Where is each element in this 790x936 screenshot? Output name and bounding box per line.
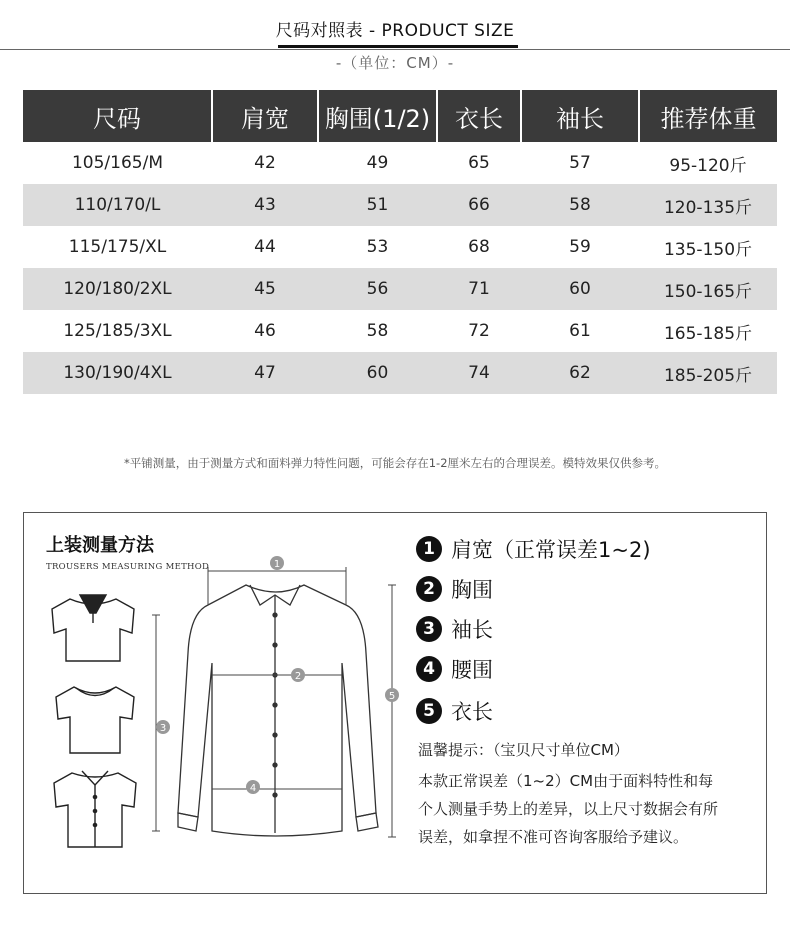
measure-marker-5 (385, 688, 399, 702)
table-cell: 47 (212, 352, 318, 394)
table-cell: 58 (521, 184, 639, 226)
svg-text:1: 1 (273, 559, 281, 570)
table-cell: 95-120斤 (669, 155, 747, 176)
table-cell: 53 (366, 237, 389, 257)
table-cell: 58 (366, 321, 389, 341)
table-cell: 150-165斤 (639, 268, 777, 310)
table-cell: 185-205斤 (639, 352, 777, 394)
table-cell: 125/185/3XL (63, 321, 172, 341)
table-cell: 135-150斤 (663, 239, 753, 260)
table-cell: 110/170/L (23, 184, 212, 226)
measure-title: 上装测量方法 (46, 535, 154, 556)
measure-marker-4 (246, 780, 260, 794)
table-cell: 120/180/2XL (23, 268, 212, 310)
table-cell: 105/165/M (71, 153, 164, 173)
measure-point-waist (416, 652, 493, 686)
table-cell: 44 (254, 237, 276, 257)
measure-subtitle: TROUSERS MEASURING METHOD (46, 562, 210, 572)
svg-text:5: 5 (388, 691, 396, 702)
table-cell: 56 (318, 268, 437, 310)
table-cell: 60 (318, 352, 437, 394)
table-cell: 130/190/4XL (23, 352, 212, 394)
table-cell: 66 (437, 184, 521, 226)
number-badge: 5 (416, 698, 442, 724)
column-header: 衣长 (437, 90, 521, 142)
svg-text:3: 3 (159, 723, 167, 734)
measure-marker-3 (156, 720, 170, 734)
table-cell: 59 (569, 237, 591, 257)
measure-point-chest (416, 572, 493, 606)
table-cell: 74 (437, 352, 521, 394)
table-cell: 60 (521, 268, 639, 310)
table-cell: 165-185斤 (663, 323, 753, 344)
column-header: 胸围(1/2) (318, 90, 437, 142)
polo-shirt-icon (52, 595, 134, 661)
measure-marker-2 (291, 668, 305, 682)
table-cell: 71 (437, 268, 521, 310)
table-cell: 49 (366, 153, 389, 173)
title-underline (278, 45, 518, 48)
table-cell: 68 (468, 237, 490, 257)
measure-point-shoulder (416, 532, 651, 566)
long-sleeve-shirt (178, 585, 378, 836)
tshirt-icon (56, 687, 134, 753)
table-cell: 45 (212, 268, 318, 310)
column-header: 推荐体重 (639, 90, 777, 142)
shirt-icon (54, 771, 136, 847)
table-row (23, 352, 777, 394)
svg-text:2: 2 (294, 671, 302, 682)
tips-body: 本款正常误差（1~2）CM由于面料特性和每个人测量手势上的差异，以上尺寸数据会有所误差，如拿捏不准可咨询客服给予建议。 (418, 772, 719, 846)
number-badge: 2 (416, 576, 442, 602)
number-badge: 4 (416, 656, 442, 682)
measure-marker-1 (270, 556, 284, 570)
table-cell: 115/175/XL (68, 237, 167, 257)
table-header-row (23, 90, 777, 142)
table-cell: 72 (468, 321, 490, 341)
point-label: 衣长 (451, 700, 493, 724)
table-row (23, 226, 777, 268)
table-cell: 120-135斤 (639, 184, 777, 226)
table-cell: 42 (254, 153, 276, 173)
measure-point-sleeve (416, 612, 493, 646)
size-table (23, 90, 777, 394)
table-row (23, 268, 777, 310)
table-cell: 62 (521, 352, 639, 394)
number-badge: 3 (416, 616, 442, 642)
table-row (23, 310, 777, 352)
column-header: 尺码 (23, 90, 212, 142)
column-header: 肩宽 (212, 90, 318, 142)
table-cell: 43 (212, 184, 318, 226)
point-label: 腰围 (451, 658, 493, 682)
table-row (23, 142, 777, 184)
table-cell: 46 (254, 321, 276, 341)
table-row (23, 184, 777, 226)
garment-illustration (24, 513, 414, 893)
measuring-method-panel (23, 512, 767, 894)
point-label: 袖长 (451, 618, 493, 642)
svg-text:4: 4 (249, 783, 257, 794)
unit-note: -（单位：CM）- (335, 54, 455, 72)
point-label: 肩宽（正常误差1~2) (451, 538, 651, 562)
title-rule (0, 49, 790, 50)
point-label: 胸围 (451, 578, 493, 602)
table-cell: 65 (468, 153, 490, 173)
table-cell: 57 (569, 153, 591, 173)
measure-point-length (416, 694, 493, 728)
table-cell: 51 (318, 184, 437, 226)
tips-title: 温馨提示：（宝贝尺寸单位CM） (418, 741, 629, 759)
number-badge: 1 (416, 536, 442, 562)
footnote: *平铺测量，由于测量方式和面料弹力特性问题，可能会存在1-2厘米左右的合理误差。模特效果仅供参考。 (123, 456, 667, 470)
table-cell: 61 (569, 321, 591, 341)
column-header: 袖长 (521, 90, 639, 142)
page-title: 尺码对照表 - PRODUCT SIZE (275, 21, 515, 41)
